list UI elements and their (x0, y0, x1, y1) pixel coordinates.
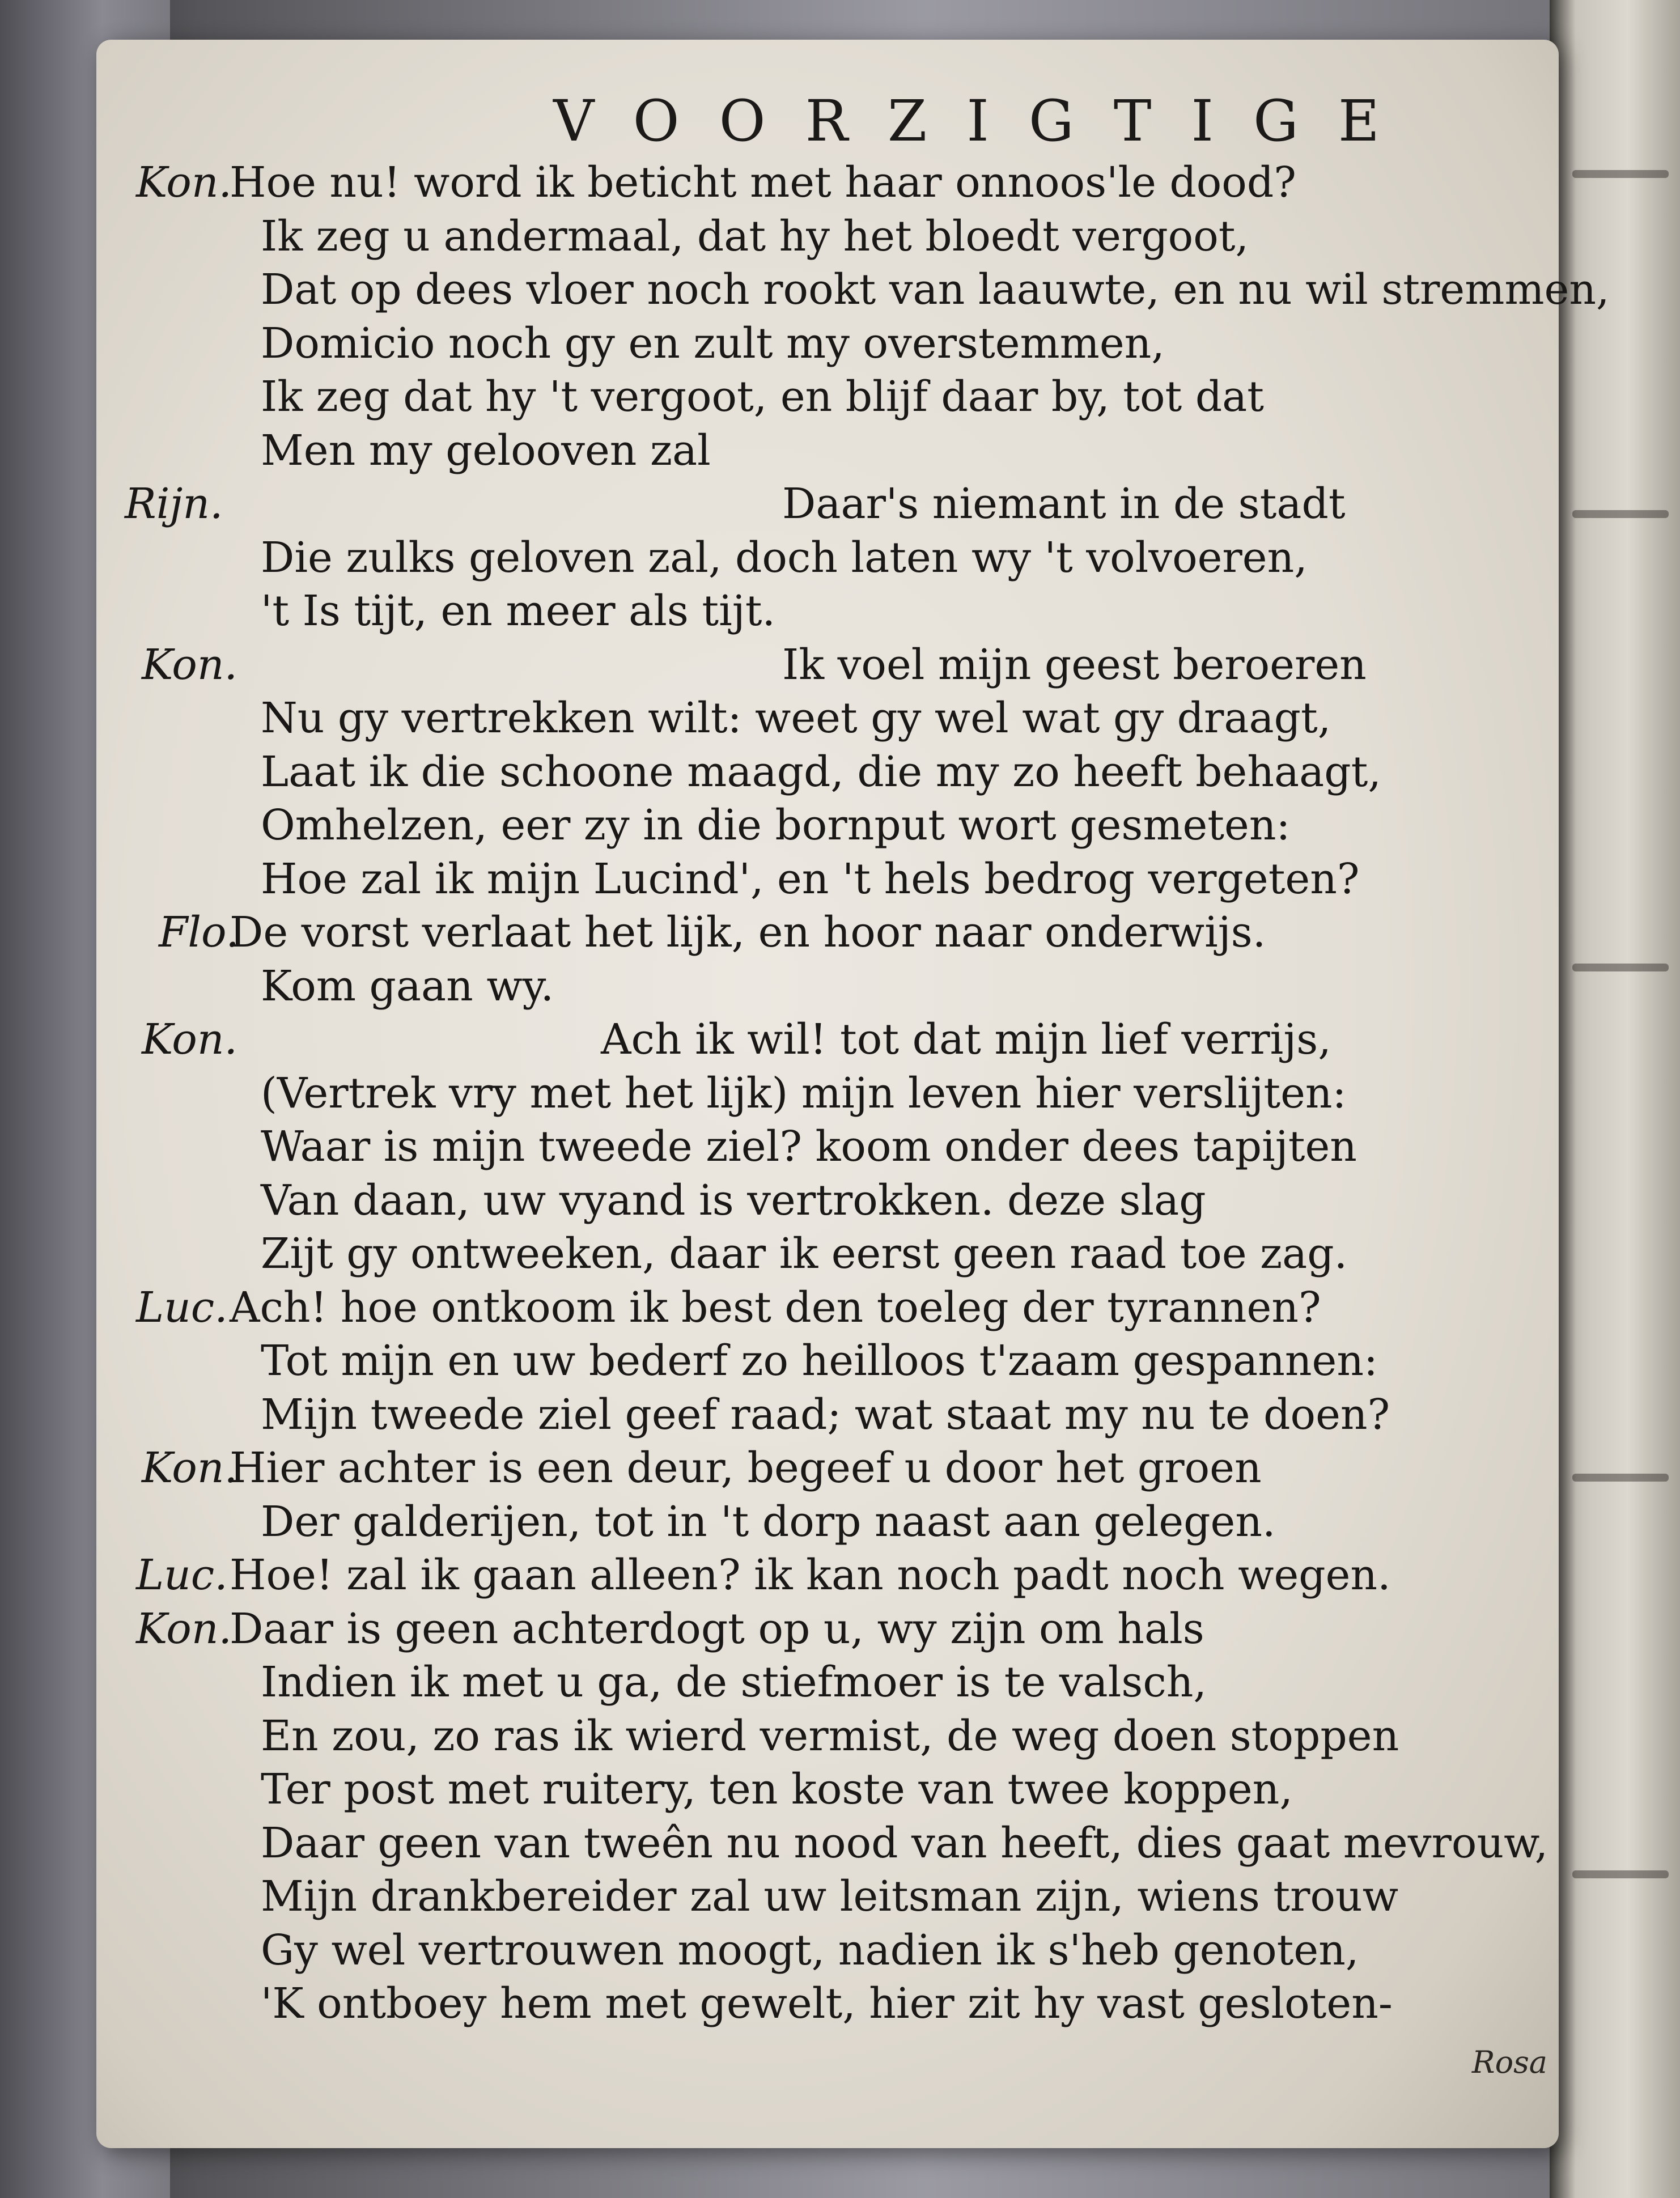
verse-line: 't Is tijt, en meer als tijt. (261, 587, 775, 635)
verse-line: Gy wel vertrouwen moogt, nadien ik s'heb genoten, (261, 1925, 1359, 1975)
verse-line: Hoe zal ik mijn Lucind', en 't hels bedrog vergeten? (261, 854, 1360, 903)
facing-page-edge (1550, 0, 1680, 2198)
facing-page-text-fragment (1572, 1870, 1669, 1878)
verse-line: Daar geen van tweên nu nood van heeft, dies gaat mevrouw, (261, 1818, 1549, 1868)
verse-line: Hoe! zal ik gaan alleen? ik kan noch padt noch wegen. (230, 1551, 1391, 1599)
speaker-label: Flo. (159, 908, 239, 957)
verse-line: Mijn tweede ziel geef raad; wat staat my nu te doen? (261, 1390, 1390, 1439)
facing-page-text-fragment (1572, 1474, 1669, 1482)
speaker-label: Luc. (136, 1283, 228, 1332)
verse-line: Ach! hoe ontkoom ik best den toeleg der tyrannen? (230, 1283, 1321, 1332)
verse-line: Nu gy vertrekken wilt: weet gy wel wat gy draagt, (261, 694, 1331, 742)
speaker-label: Kon. (136, 1604, 232, 1653)
verse-line: En zou, zo ras ik wierd vermist, de weg doen stoppen (261, 1711, 1399, 1760)
verse-line: Waar is mijn tweede ziel? koom onder dees tapijten (261, 1122, 1357, 1171)
verse-line: Ik zeg dat hy 't vergoot, en blijf daar by, tot dat (261, 372, 1265, 421)
speaker-label: Kon. (142, 1444, 238, 1492)
verse-line: Kom gaan wy. (261, 961, 554, 1011)
verse-line: Die zulks geloven zal, doch laten wy 't volvoeren, (261, 533, 1308, 582)
verse-line: Daar is geen achterdogt op u, wy zijn om hals (230, 1604, 1204, 1653)
verse-line: Domicio noch gy en zult my overstemmen, (261, 319, 1165, 368)
speaker-label: Rijn. (125, 480, 223, 528)
speaker-label: Kon. (142, 640, 238, 689)
speaker-label: Kon. (142, 1015, 238, 1064)
verse-line: Dat op dees vloer noch rookt van laauwte, en nu wil stremmen, (261, 265, 1610, 314)
speaker-label: Kon. (136, 158, 232, 207)
catchword: Rosa (1471, 2044, 1547, 2080)
verse-line: (Vertrek vry met het lijk) mijn leven hier verslijten: (261, 1068, 1347, 1118)
verse-line: Ik voel mijn geest beroeren (782, 640, 1367, 689)
verse-line: Indien ik met u ga, de stiefmoer is te valsch, (261, 1658, 1207, 1707)
verse-line: Van daan, uw vyand is vertrokken. deze slag (261, 1176, 1206, 1225)
book-page (96, 40, 1610, 2148)
verse-line: Zijt gy ontweeken, daar ik eerst geen raad toe zag. (261, 1229, 1348, 1278)
verse-line: 'K ontboey hem met gewelt, hier zit hy vast gesloten- (261, 1979, 1393, 2028)
speaker-label: Luc. (136, 1551, 228, 1599)
facing-page-text-fragment (1572, 170, 1669, 178)
verse-line: Laat ik die schoone maagd, die my zo heeft behaagt, (261, 747, 1381, 796)
verse-line: Men my gelooven zal (261, 426, 711, 475)
verse-line: Ach ik wil! tot dat mijn lief verrijs, (601, 1015, 1331, 1064)
verse-line: Hier achter is een deur, begeef u door het groen (230, 1444, 1262, 1492)
verse-line: Mijn drankbereider zal uw leitsman zijn, wiens trouw (261, 1872, 1399, 1921)
facing-page-text-fragment (1572, 964, 1669, 971)
verse-line: Hoe nu! word ik beticht met haar onnoos'le dood? (230, 158, 1296, 207)
verse-line: Tot mijn en uw bederf zo heilloos t'zaam gespannen: (261, 1336, 1378, 1385)
verse-line: Ter post met ruitery, ten koste van twee koppen, (261, 1765, 1293, 1814)
running-title: VOORZIGTIGE (553, 88, 1419, 154)
verse-line: Ik zeg u andermaal, dat hy het bloedt vergoot, (261, 211, 1249, 261)
verse-line: De vorst verlaat het lijk, en hoor naar onderwijs. (230, 908, 1266, 957)
verse-line: Omhelzen, eer zy in die bornput wort gesmeten: (261, 801, 1291, 850)
verse-line: Der galderijen, tot in 't dorp naast aan gelegen. (261, 1497, 1276, 1546)
verse-line: Daar's niemant in de stadt (782, 480, 1346, 528)
facing-page-text-fragment (1572, 510, 1669, 518)
